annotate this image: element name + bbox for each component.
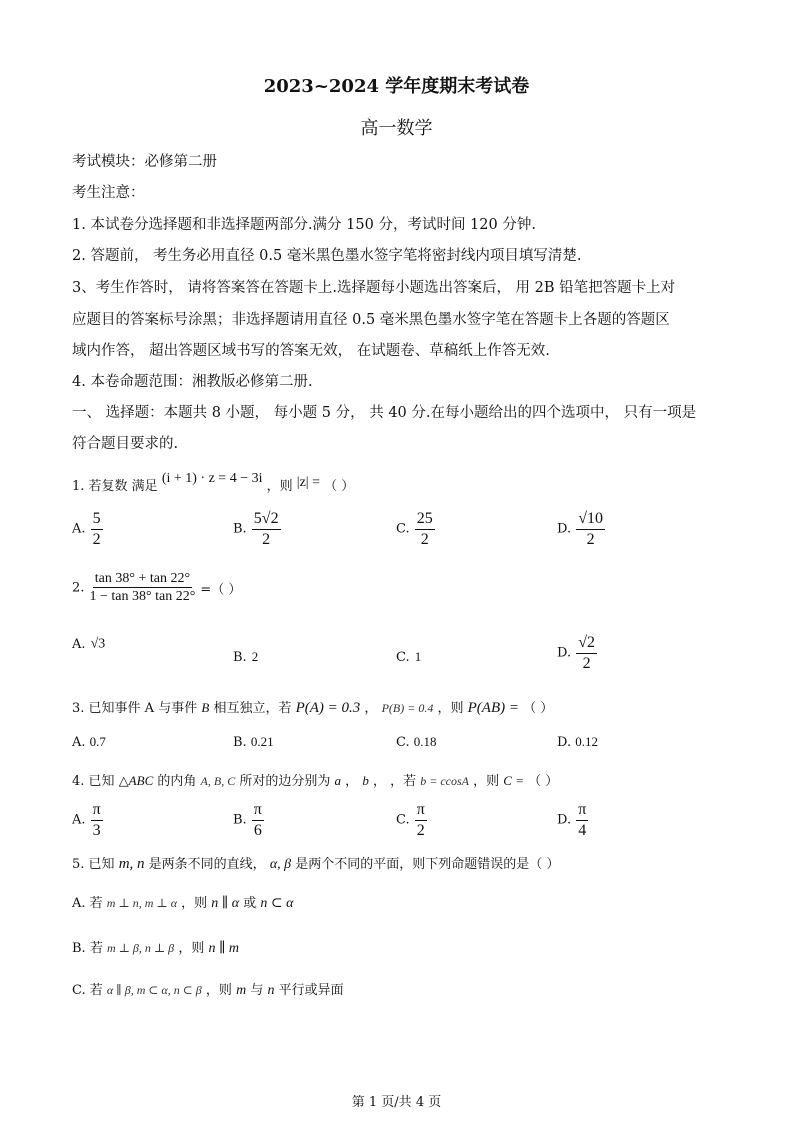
q5-option-c-res1: m bbox=[236, 983, 247, 998]
q1-option-c-label: C. bbox=[396, 521, 410, 537]
q3-pab: P(AB) = bbox=[467, 700, 519, 716]
notice-heading: 考生注意： bbox=[72, 185, 145, 201]
q4-triangle: △ABC bbox=[118, 773, 154, 788]
q5-option-c-res2: n bbox=[267, 983, 275, 998]
q2-option-c-label: C. bbox=[396, 650, 410, 665]
q5-option-c-with: 与 bbox=[250, 983, 264, 998]
q2-option-d bbox=[557, 634, 597, 672]
q3-sep: ， bbox=[364, 701, 378, 716]
q1-option-a-value: $\frac{5}{2}$ bbox=[92, 510, 101, 548]
q4-option-b-value: $\frac{\pi}{6}$ bbox=[253, 801, 262, 839]
note-3-line-2: 应题目的答案标号涂黑；非选择题请用直径 0.5 毫米黑色墨水签字笔在答题卡上各题的答题区 bbox=[72, 312, 670, 328]
q5-option-c-cond: α ∥ β, m ⊂ α, n ⊂ β bbox=[106, 983, 202, 997]
q4-option-d-value: $\frac{\pi}{4}$ bbox=[578, 801, 587, 839]
q3-option-d bbox=[557, 734, 598, 750]
q1-option-a bbox=[72, 510, 103, 548]
q2-option-b-value: 2 bbox=[251, 649, 259, 664]
q5-option-a-then: ，则 bbox=[181, 896, 208, 911]
q5-option-b bbox=[72, 937, 239, 957]
q5-option-a-or: 或 bbox=[243, 896, 257, 911]
q2-option-d-label: D. bbox=[557, 645, 572, 661]
q3-text-a: 3. 已知事件 A 与事件 bbox=[72, 701, 198, 716]
q5-option-b-then: ，则 bbox=[178, 941, 205, 956]
q2-expression: $\frac{\tan 38^\circ + \tan 22^\circ}{1 - \tan 38^\circ \tan 22^\circ}$ bbox=[89, 571, 196, 605]
q4-option-b bbox=[233, 801, 264, 839]
q1-option-b-label: B. bbox=[233, 521, 247, 537]
q2-blank: =（ ） bbox=[200, 582, 242, 598]
q3-option-b-label: B. bbox=[233, 735, 247, 750]
q3-text-c: ，则 bbox=[437, 701, 464, 716]
q1-option-d bbox=[557, 510, 605, 548]
q5-option-a-res1: n ∥ α bbox=[211, 896, 240, 911]
q1-prefix: 1. 若复数 满足 bbox=[72, 479, 158, 494]
q5-lines: m, n bbox=[118, 856, 145, 872]
q5-text-c: 是两个不同的平面，则下列命题错误的是（ ） bbox=[295, 857, 560, 872]
q4-sep1: ， bbox=[345, 774, 359, 789]
q2-option-a bbox=[72, 634, 105, 653]
q4-blank: （ ） bbox=[528, 774, 559, 789]
q5-option-c bbox=[72, 979, 344, 999]
q5-option-a-res2: n ⊂ α bbox=[260, 896, 294, 911]
q4-angles: A, B, C bbox=[200, 774, 236, 788]
q5-option-b-res: n ∥ m bbox=[208, 941, 240, 956]
q1-option-c bbox=[396, 510, 435, 548]
q3-option-b-value: 0.21 bbox=[250, 734, 274, 749]
note-3-line-1: 3、考生作答时， 请将答案答在答题卡上.选择题每小题选出答案后， 用 2B 铅笔把答题卡上对 bbox=[72, 280, 676, 296]
q4-option-b-label: B. bbox=[233, 812, 247, 828]
q4-option-a-value: $\frac{\pi}{3}$ bbox=[92, 801, 101, 839]
question-2 bbox=[72, 571, 241, 605]
q2-option-b bbox=[233, 646, 258, 665]
q5-option-c-tail: 平行或异面 bbox=[278, 983, 344, 998]
note-4: 4. 本卷命题范围：湘教版必修第二册. bbox=[72, 374, 313, 390]
q4-text-d: ，则 bbox=[473, 774, 500, 789]
q4-sep2: ， ，若 bbox=[372, 774, 417, 789]
note-2: 2. 答题前， 考生务必用直径 0.5 毫米黑色墨水签字笔将密封线内项目填写清楚. bbox=[72, 248, 582, 264]
q3-option-c bbox=[396, 734, 437, 750]
q3-option-a-label: A. bbox=[72, 735, 86, 750]
q3-blank: （ ） bbox=[523, 701, 554, 716]
q4-option-a bbox=[72, 801, 103, 839]
q4-text-c: 所对的边分别为 bbox=[239, 774, 331, 789]
q2-option-a-label: A. bbox=[72, 637, 86, 652]
q4-option-c bbox=[396, 801, 427, 839]
q3-option-d-label: D. bbox=[557, 735, 572, 750]
q4-ask: C = bbox=[503, 773, 524, 788]
q5-option-a-label: A. 若 bbox=[72, 896, 103, 911]
q5-option-a-cond: m ⊥ n, m ⊥ α bbox=[106, 896, 177, 910]
question-3 bbox=[72, 697, 553, 717]
q3-option-c-value: 0.18 bbox=[413, 734, 437, 749]
section-heading-line-1: 一、 选择题：本题共 8 小题， 每小题 5 分， 共 40 分.在每小题给出的四个选项中， 只有一项是 bbox=[72, 405, 697, 421]
note-3-line-3: 域内作答， 超出答题区域书写的答案无效， 在试题卷、草稿纸上作答无效. bbox=[72, 343, 550, 359]
q1-option-a-label: A. bbox=[72, 521, 86, 537]
section-heading-line-2: 符合题目要求的. bbox=[72, 436, 179, 452]
q5-option-a bbox=[72, 892, 294, 912]
q5-option-c-then: ，则 bbox=[205, 983, 232, 998]
q1-ask: |z| = bbox=[296, 475, 320, 490]
q3-text-b: 相互独立，若 bbox=[213, 701, 292, 716]
q3-option-b bbox=[233, 734, 274, 750]
q3-option-a bbox=[72, 734, 106, 750]
q5-planes: α, β bbox=[269, 857, 292, 872]
q5-option-b-label: B. 若 bbox=[72, 941, 103, 956]
question-5 bbox=[72, 853, 559, 873]
q5-option-c-label: C. 若 bbox=[72, 983, 103, 998]
question-1 bbox=[72, 471, 355, 495]
q2-prefix: 2. bbox=[72, 580, 85, 596]
exam-module: 考试模块：必修第二册 bbox=[72, 154, 217, 170]
exam-subtitle: 高一数学 bbox=[360, 118, 433, 139]
question-4 bbox=[72, 770, 558, 789]
q4-side-b: b bbox=[362, 773, 369, 788]
q4-option-c-label: C. bbox=[396, 812, 410, 828]
q4-option-d-label: D. bbox=[557, 812, 572, 828]
q3-pb: P(B) = 0.4 bbox=[381, 701, 434, 715]
q3-option-d-value: 0.12 bbox=[575, 734, 598, 749]
q1-option-b-value: $\frac{5√2}{2}$ bbox=[253, 510, 279, 548]
q2-option-c-value: 1 bbox=[414, 649, 422, 664]
q3-event-b: B bbox=[201, 700, 210, 715]
q2-option-c bbox=[396, 646, 421, 665]
q4-condition: b = ccosA bbox=[420, 774, 469, 788]
q3-option-a-value: 0.7 bbox=[89, 734, 106, 749]
exam-title: 2023~2024 学年度期末考试卷 bbox=[263, 76, 530, 97]
q4-option-d bbox=[557, 801, 588, 839]
q4-text-b: 的内角 bbox=[157, 774, 197, 789]
q2-option-a-value: √3 bbox=[90, 636, 106, 652]
q5-option-b-cond: m ⊥ β, n ⊥ β bbox=[106, 941, 175, 955]
q2-option-d-value: $\frac{√2}{2}$ bbox=[578, 634, 595, 672]
q1-option-d-label: D. bbox=[557, 521, 572, 537]
q1-option-d-value: $\frac{√10}{2}$ bbox=[578, 510, 603, 548]
q3-pa: P(A) = 0.3 bbox=[295, 700, 361, 716]
note-1: 1. 本试卷分选择题和非选择题两部分.满分 150 分，考试时间 120 分钟. bbox=[72, 217, 536, 233]
q4-option-c-value: $\frac{\pi}{2}$ bbox=[416, 801, 425, 839]
q4-option-a-label: A. bbox=[72, 812, 86, 828]
q5-text-a: 5. 已知 bbox=[72, 857, 115, 872]
q1-condition: (i + 1) · z = 4 − 3i bbox=[161, 471, 263, 486]
q1-option-c-value: $\frac{25}{2}$ bbox=[416, 510, 433, 548]
q5-text-b: 是两条不同的直线， bbox=[148, 857, 266, 872]
q2-option-b-label: B. bbox=[233, 650, 247, 665]
q3-option-c-label: C. bbox=[396, 735, 410, 750]
q4-side-a: a bbox=[334, 773, 342, 788]
page-number: 第 1 页/共 4 页 bbox=[351, 1095, 442, 1110]
q4-text-a: 4. 已知 bbox=[72, 774, 115, 789]
q1-blank: （ ） bbox=[324, 479, 355, 494]
q1-then: ，则 bbox=[266, 479, 293, 494]
q1-option-b bbox=[233, 510, 281, 548]
